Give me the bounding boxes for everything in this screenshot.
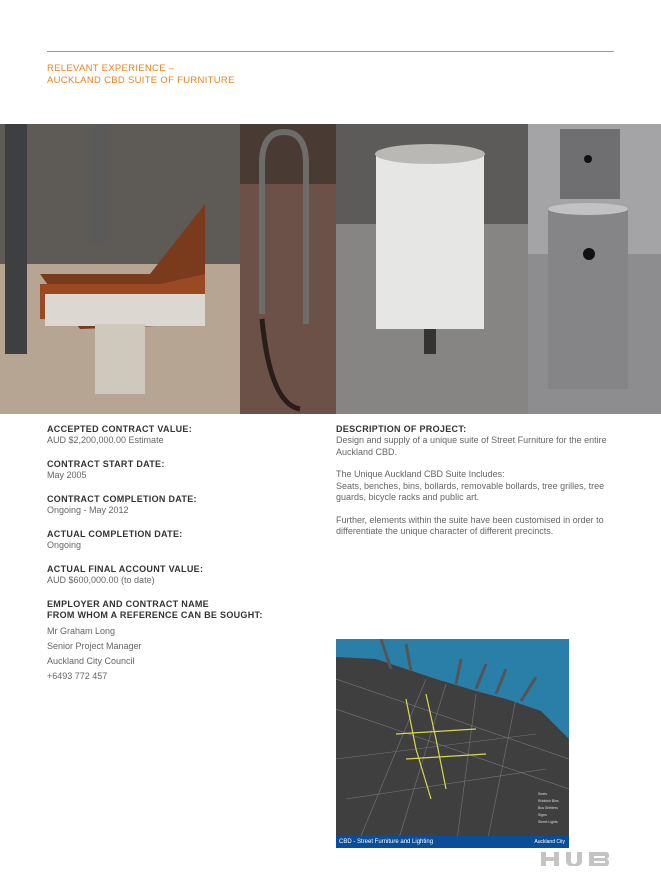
bike-rack-photo <box>240 124 336 414</box>
employer-label-2: FROM WHOM A REFERENCE CAN BE SOUGHT: <box>47 610 263 620</box>
legend-bins: Rubbish Bins <box>538 799 559 803</box>
actual-completion: Ongoing <box>47 540 82 550</box>
accepted-value: AUD $2,200,000.00 Estimate <box>47 435 164 445</box>
legend-lights: Street Lights <box>538 820 558 824</box>
bin-photo <box>336 124 528 414</box>
employer-label-1: EMPLOYER AND CONTRACT NAME <box>47 599 209 609</box>
bench-photo <box>0 124 240 414</box>
final-value: AUD $600,000.00 (to date) <box>47 575 155 585</box>
legend-shelters: Bus Shelters <box>538 806 558 810</box>
map-caption: CBD - Street Furniture and Lighting <box>339 839 434 845</box>
accepted-value-label: ACCEPTED CONTRACT VALUE: <box>47 424 193 434</box>
cbd-map <box>336 639 569 848</box>
map-brand: Auckland City <box>534 839 565 845</box>
heading-line-1: RELEVANT EXPERIENCE – <box>47 63 175 74</box>
completion-date: Ongoing - May 2012 <box>47 505 129 515</box>
top-divider <box>47 51 614 52</box>
start-date: May 2005 <box>47 470 87 480</box>
description-para-1: Design and supply of a unique suite of Street Furniture for the entire Auckland CBD. <box>336 435 607 457</box>
description-para-3: Further, elements within the suite have been customised in order to differentiate the unique character of different precincts. <box>336 514 604 536</box>
employer-name: Mr Graham Long <box>47 626 116 636</box>
description-suite-items: Seats, benches, bins, bollards, removable bollards, tree grilles, tree guards, bicycle racks and public art. <box>336 480 605 502</box>
legend-signs: Signs <box>538 813 547 817</box>
hub-logo <box>539 851 617 867</box>
actual-completion-label: ACTUAL COMPLETION DATE: <box>47 529 183 539</box>
employer-org: Auckland City Council <box>47 656 135 666</box>
employer-title: Senior Project Manager <box>47 641 142 651</box>
project-description <box>336 424 621 549</box>
heading-line-2: AUCKLAND CBD SUITE OF FURNITURE <box>47 75 235 86</box>
hub-logo-text: HUB <box>539 851 542 852</box>
section-heading <box>47 63 235 87</box>
employer-phone: +6493 772 457 <box>47 671 108 681</box>
furniture-photo-strip <box>0 124 661 414</box>
legend-seats: Seats <box>538 792 547 796</box>
contract-details <box>47 424 317 684</box>
final-value-label: ACTUAL FINAL ACCOUNT VALUE: <box>47 564 204 574</box>
map-caption-bar <box>336 836 569 848</box>
description-suite-heading: The Unique Auckland CBD Suite Includes: <box>336 469 505 479</box>
bollards-photo <box>528 124 661 414</box>
start-date-label: CONTRACT START DATE: <box>47 459 165 469</box>
completion-date-label: CONTRACT COMPLETION DATE: <box>47 494 197 504</box>
description-label: DESCRIPTION OF PROJECT: <box>336 424 467 434</box>
